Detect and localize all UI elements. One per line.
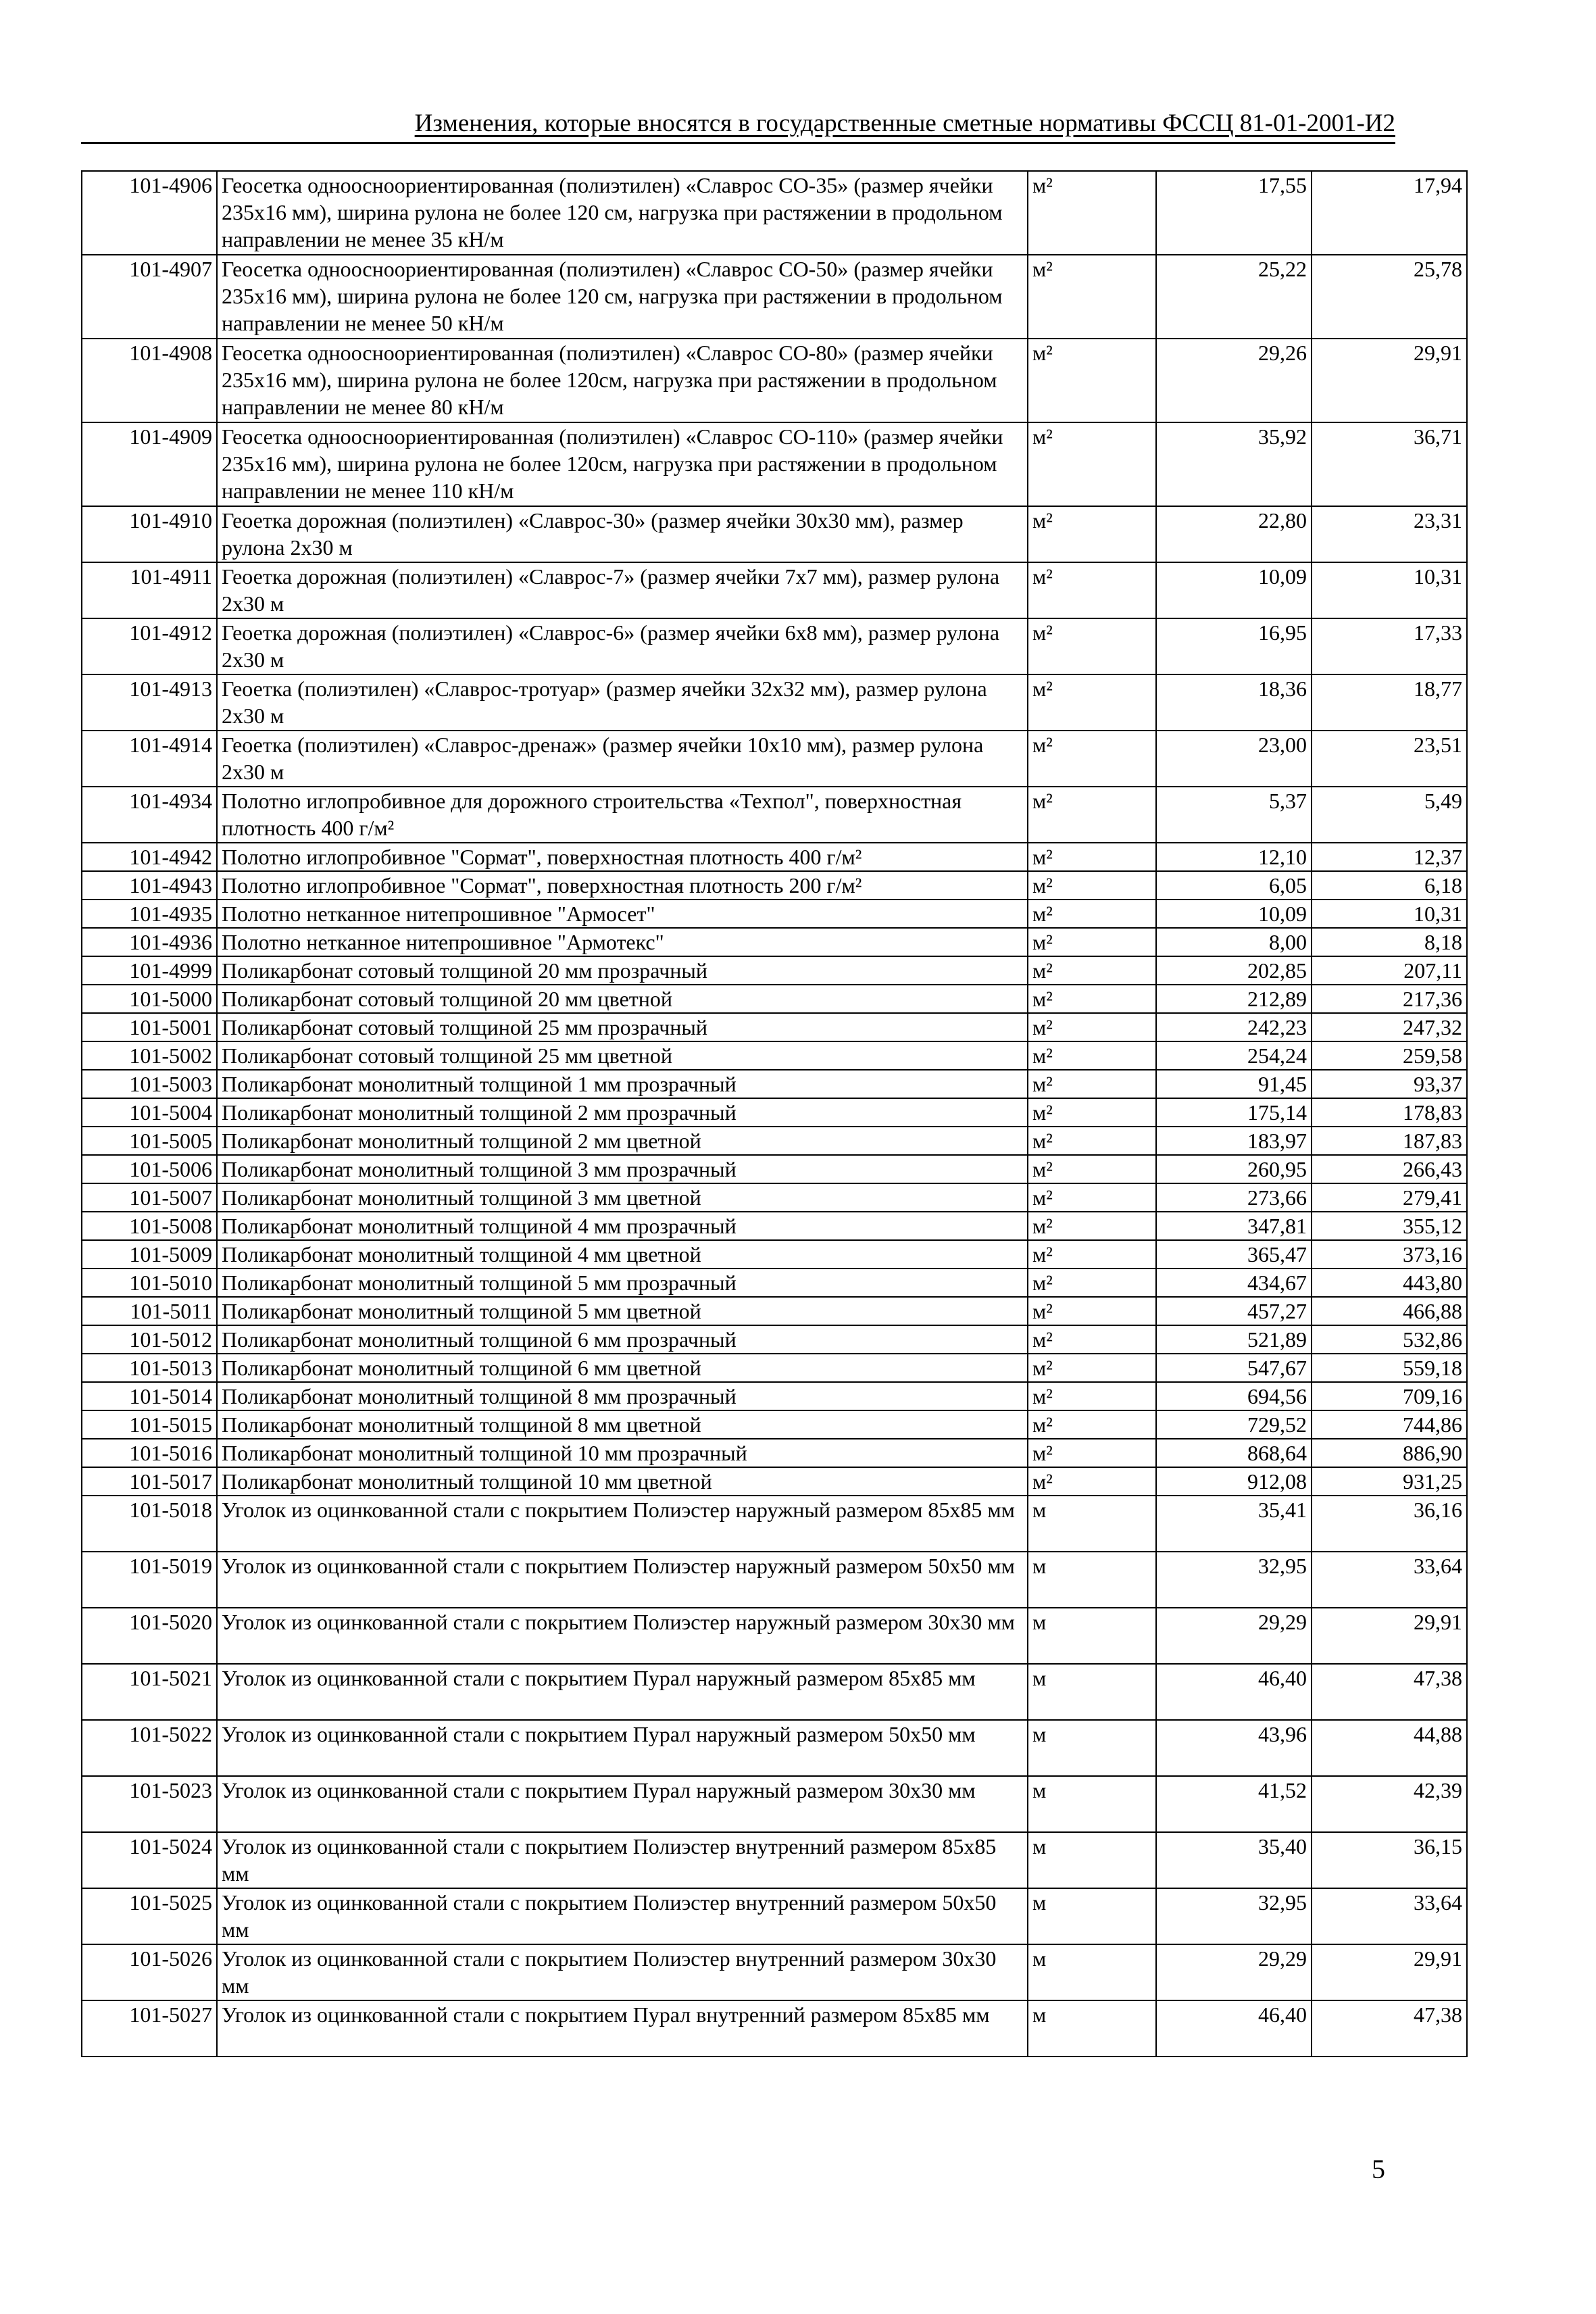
unit-of-measure: м² bbox=[1028, 1183, 1156, 1212]
price-value-1: 32,95 bbox=[1156, 1888, 1312, 1944]
unit-of-measure: м bbox=[1028, 1496, 1156, 1552]
resource-code: 101-5004 bbox=[82, 1098, 217, 1127]
price-value-1: 729,52 bbox=[1156, 1410, 1312, 1439]
price-value-2: 10,31 bbox=[1312, 900, 1467, 928]
price-value-1: 694,56 bbox=[1156, 1382, 1312, 1410]
resource-code: 101-5000 bbox=[82, 985, 217, 1013]
resource-description: Уголок из оцинкованной стали с покрытием Пурал наружный размером 85х85 мм bbox=[217, 1664, 1028, 1720]
price-value-1: 212,89 bbox=[1156, 985, 1312, 1013]
unit-of-measure: м² bbox=[1028, 1297, 1156, 1325]
table-row bbox=[82, 1467, 1467, 1496]
unit-of-measure: м² bbox=[1028, 928, 1156, 956]
unit-of-measure: м² bbox=[1028, 956, 1156, 985]
resource-code: 101-5020 bbox=[82, 1608, 217, 1664]
table-row bbox=[82, 956, 1467, 985]
resource-description: Поликарбонат монолитный толщиной 5 мм цветной bbox=[217, 1297, 1028, 1325]
unit-of-measure: м² bbox=[1028, 900, 1156, 928]
price-value-1: 175,14 bbox=[1156, 1098, 1312, 1127]
price-table-body bbox=[82, 171, 1467, 2057]
table-row bbox=[82, 1552, 1467, 1608]
table-row bbox=[82, 1240, 1467, 1269]
resource-code: 101-4999 bbox=[82, 956, 217, 985]
table-row bbox=[82, 562, 1467, 618]
unit-of-measure: м bbox=[1028, 1664, 1156, 1720]
unit-of-measure: м² bbox=[1028, 843, 1156, 871]
price-value-2: 36,71 bbox=[1312, 422, 1467, 506]
price-value-2: 559,18 bbox=[1312, 1354, 1467, 1382]
document-header: Изменения, которые вносятся в государственные сметные нормативы ФССЦ 81-01-2001-И2 bbox=[81, 108, 1395, 144]
price-value-1: 41,52 bbox=[1156, 1776, 1312, 1832]
unit-of-measure: м² bbox=[1028, 1127, 1156, 1155]
price-value-2: 217,36 bbox=[1312, 985, 1467, 1013]
unit-of-measure: м² bbox=[1028, 871, 1156, 900]
unit-of-measure: м² bbox=[1028, 787, 1156, 843]
price-value-1: 273,66 bbox=[1156, 1183, 1312, 1212]
unit-of-measure: м² bbox=[1028, 339, 1156, 422]
price-value-1: 35,92 bbox=[1156, 422, 1312, 506]
resource-code: 101-5023 bbox=[82, 1776, 217, 1832]
price-table bbox=[81, 170, 1468, 2057]
price-value-2: 23,31 bbox=[1312, 506, 1467, 562]
table-row bbox=[82, 1183, 1467, 1212]
table-row bbox=[82, 1664, 1467, 1720]
table-row bbox=[82, 506, 1467, 562]
price-value-2: 29,91 bbox=[1312, 1608, 1467, 1664]
resource-description: Поликарбонат монолитный толщиной 8 мм цветной bbox=[217, 1410, 1028, 1439]
price-value-2: 10,31 bbox=[1312, 562, 1467, 618]
unit-of-measure: м² bbox=[1028, 618, 1156, 674]
resource-description: Уголок из оцинкованной стали с покрытием Полиэстер наружный размером 85х85 мм bbox=[217, 1496, 1028, 1552]
table-row bbox=[82, 1608, 1467, 1664]
price-value-2: 18,77 bbox=[1312, 674, 1467, 731]
price-value-1: 35,41 bbox=[1156, 1496, 1312, 1552]
resource-description: Поликарбонат сотовый толщиной 25 мм прозрачный bbox=[217, 1013, 1028, 1041]
resource-code: 101-5026 bbox=[82, 1944, 217, 2000]
resource-code: 101-5016 bbox=[82, 1439, 217, 1467]
resource-description: Уголок из оцинкованной стали с покрытием Пурал внутренний размером 85х85 мм bbox=[217, 2000, 1028, 2057]
table-row bbox=[82, 422, 1467, 506]
table-row bbox=[82, 339, 1467, 422]
table-row bbox=[82, 1269, 1467, 1297]
unit-of-measure: м² bbox=[1028, 1240, 1156, 1269]
resource-description: Поликарбонат монолитный толщиной 6 мм прозрачный bbox=[217, 1325, 1028, 1354]
table-row bbox=[82, 255, 1467, 339]
price-value-2: 187,83 bbox=[1312, 1127, 1467, 1155]
table-row bbox=[82, 1776, 1467, 1832]
resource-code: 101-4935 bbox=[82, 900, 217, 928]
resource-code: 101-5022 bbox=[82, 1720, 217, 1776]
resource-description: Полотно иглопробивное для дорожного строительства «Техпол", поверхностная плотность 400 г/м² bbox=[217, 787, 1028, 843]
price-value-2: 42,39 bbox=[1312, 1776, 1467, 1832]
resource-code: 101-5015 bbox=[82, 1410, 217, 1439]
resource-description: Поликарбонат монолитный толщиной 3 мм прозрачный bbox=[217, 1155, 1028, 1183]
resource-code: 101-5008 bbox=[82, 1212, 217, 1240]
resource-code: 101-4907 bbox=[82, 255, 217, 339]
price-value-2: 12,37 bbox=[1312, 843, 1467, 871]
unit-of-measure: м² bbox=[1028, 1410, 1156, 1439]
resource-description: Геосетка одноосноориентированная (полиэтилен) «Славрос СО-80» (размер ячейки 235х16 мм), ширина рулона не более 120см, нагрузка при растяжении в продольном направлении не менее 80 кН/м bbox=[217, 339, 1028, 422]
resource-code: 101-5001 bbox=[82, 1013, 217, 1041]
table-row bbox=[82, 1041, 1467, 1070]
table-row bbox=[82, 171, 1467, 255]
price-value-2: 744,86 bbox=[1312, 1410, 1467, 1439]
price-value-2: 36,15 bbox=[1312, 1832, 1467, 1888]
table-row bbox=[82, 1127, 1467, 1155]
price-value-2: 23,51 bbox=[1312, 731, 1467, 787]
resource-code: 101-5017 bbox=[82, 1467, 217, 1496]
resource-code: 101-4909 bbox=[82, 422, 217, 506]
resource-description: Поликарбонат монолитный толщиной 3 мм цветной bbox=[217, 1183, 1028, 1212]
price-value-1: 46,40 bbox=[1156, 1664, 1312, 1720]
price-value-2: 29,91 bbox=[1312, 339, 1467, 422]
resource-description: Уголок из оцинкованной стали с покрытием Полиэстер внутренний размером 30х30 мм bbox=[217, 1944, 1028, 2000]
price-value-2: 44,88 bbox=[1312, 1720, 1467, 1776]
table-row bbox=[82, 787, 1467, 843]
unit-of-measure: м² bbox=[1028, 1155, 1156, 1183]
resource-description: Поликарбонат монолитный толщиной 6 мм цветной bbox=[217, 1354, 1028, 1382]
price-value-1: 10,09 bbox=[1156, 900, 1312, 928]
price-value-2: 373,16 bbox=[1312, 1240, 1467, 1269]
unit-of-measure: м bbox=[1028, 1888, 1156, 1944]
price-value-2: 36,16 bbox=[1312, 1496, 1467, 1552]
unit-of-measure: м² bbox=[1028, 1325, 1156, 1354]
resource-description: Геоетка дорожная (полиэтилен) «Славрос-6» (размер ячейки 6х8 мм), размер рулона 2х30 м bbox=[217, 618, 1028, 674]
price-value-1: 10,09 bbox=[1156, 562, 1312, 618]
table-row bbox=[82, 1496, 1467, 1552]
table-row bbox=[82, 618, 1467, 674]
price-value-2: 93,37 bbox=[1312, 1070, 1467, 1098]
price-value-2: 33,64 bbox=[1312, 1552, 1467, 1608]
price-value-1: 5,37 bbox=[1156, 787, 1312, 843]
table-row bbox=[82, 900, 1467, 928]
table-row bbox=[82, 1098, 1467, 1127]
unit-of-measure: м² bbox=[1028, 1269, 1156, 1297]
resource-description: Геосетка одноосноориентированная (полиэтилен) «Славрос СО-110» (размер ячейки 235х16 мм), ширина рулона не более 120см, нагрузка при растяжении в продольном направлении не менее 110 кН/м bbox=[217, 422, 1028, 506]
resource-description: Уголок из оцинкованной стали с покрытием Полиэстер внутренний размером 85х85 мм bbox=[217, 1832, 1028, 1888]
resource-description: Поликарбонат монолитный толщиной 4 мм цветной bbox=[217, 1240, 1028, 1269]
price-value-1: 22,80 bbox=[1156, 506, 1312, 562]
resource-description: Уголок из оцинкованной стали с покрытием Пурал наружный размером 30х30 мм bbox=[217, 1776, 1028, 1832]
unit-of-measure: м² bbox=[1028, 731, 1156, 787]
price-value-2: 709,16 bbox=[1312, 1382, 1467, 1410]
resource-code: 101-5021 bbox=[82, 1664, 217, 1720]
table-row bbox=[82, 2000, 1467, 2057]
resource-code: 101-4936 bbox=[82, 928, 217, 956]
price-value-2: 17,94 bbox=[1312, 171, 1467, 255]
resource-description: Поликарбонат монолитный толщиной 4 мм прозрачный bbox=[217, 1212, 1028, 1240]
price-value-2: 33,64 bbox=[1312, 1888, 1467, 1944]
unit-of-measure: м² bbox=[1028, 422, 1156, 506]
table-row bbox=[82, 871, 1467, 900]
resource-code: 101-5002 bbox=[82, 1041, 217, 1070]
table-row bbox=[82, 1325, 1467, 1354]
price-value-1: 43,96 bbox=[1156, 1720, 1312, 1776]
price-value-1: 91,45 bbox=[1156, 1070, 1312, 1098]
unit-of-measure: м bbox=[1028, 1552, 1156, 1608]
table-row bbox=[82, 1155, 1467, 1183]
resource-code: 101-4934 bbox=[82, 787, 217, 843]
unit-of-measure: м² bbox=[1028, 1212, 1156, 1240]
price-value-1: 46,40 bbox=[1156, 2000, 1312, 2057]
table-row bbox=[82, 1354, 1467, 1382]
table-row bbox=[82, 843, 1467, 871]
price-value-1: 17,55 bbox=[1156, 171, 1312, 255]
price-value-2: 279,41 bbox=[1312, 1183, 1467, 1212]
unit-of-measure: м bbox=[1028, 2000, 1156, 2057]
unit-of-measure: м bbox=[1028, 1944, 1156, 2000]
price-value-2: 532,86 bbox=[1312, 1325, 1467, 1354]
resource-description: Поликарбонат монолитный толщиной 2 мм прозрачный bbox=[217, 1098, 1028, 1127]
price-value-1: 347,81 bbox=[1156, 1212, 1312, 1240]
resource-description: Полотно иглопробивное "Сормат", поверхностная плотность 200 г/м² bbox=[217, 871, 1028, 900]
resource-code: 101-4913 bbox=[82, 674, 217, 731]
price-value-1: 35,40 bbox=[1156, 1832, 1312, 1888]
price-value-2: 8,18 bbox=[1312, 928, 1467, 956]
price-value-1: 32,95 bbox=[1156, 1552, 1312, 1608]
resource-description: Геосетка одноосноориентированная (полиэтилен) «Славрос СО-50» (размер ячейки 235х16 мм), ширина рулона не более 120 см, нагрузка при растяжении в продольном направлении не менее 50 кН/м bbox=[217, 255, 1028, 339]
resource-code: 101-5005 bbox=[82, 1127, 217, 1155]
price-value-2: 17,33 bbox=[1312, 618, 1467, 674]
resource-description: Геоетка дорожная (полиэтилен) «Славрос-7» (размер ячейки 7х7 мм), размер рулона 2х30 м bbox=[217, 562, 1028, 618]
unit-of-measure: м bbox=[1028, 1720, 1156, 1776]
resource-code: 101-5025 bbox=[82, 1888, 217, 1944]
table-row bbox=[82, 731, 1467, 787]
table-row bbox=[82, 928, 1467, 956]
table-row bbox=[82, 1832, 1467, 1888]
resource-description: Уголок из оцинкованной стали с покрытием Пурал наружный размером 50х50 мм bbox=[217, 1720, 1028, 1776]
table-row bbox=[82, 1888, 1467, 1944]
price-value-2: 443,80 bbox=[1312, 1269, 1467, 1297]
resource-description: Геоетка (полиэтилен) «Славрос-тротуар» (размер ячейки 32х32 мм), размер рулона 2х30 м bbox=[217, 674, 1028, 731]
price-value-1: 547,67 bbox=[1156, 1354, 1312, 1382]
price-value-2: 6,18 bbox=[1312, 871, 1467, 900]
resource-description: Поликарбонат монолитный толщиной 10 мм прозрачный bbox=[217, 1439, 1028, 1467]
resource-code: 101-5011 bbox=[82, 1297, 217, 1325]
price-value-1: 202,85 bbox=[1156, 956, 1312, 985]
resource-code: 101-5019 bbox=[82, 1552, 217, 1608]
price-value-2: 47,38 bbox=[1312, 1664, 1467, 1720]
table-row bbox=[82, 1212, 1467, 1240]
resource-description: Полотно нетканное нитепрошивное "Армосет" bbox=[217, 900, 1028, 928]
price-value-2: 178,83 bbox=[1312, 1098, 1467, 1127]
resource-code: 101-5012 bbox=[82, 1325, 217, 1354]
resource-description: Геоетка (полиэтилен) «Славрос-дренаж» (размер ячейки 10х10 мм), размер рулона 2х30 м bbox=[217, 731, 1028, 787]
resource-description: Поликарбонат монолитный толщиной 10 мм цветной bbox=[217, 1467, 1028, 1496]
price-value-1: 260,95 bbox=[1156, 1155, 1312, 1183]
unit-of-measure: м² bbox=[1028, 171, 1156, 255]
unit-of-measure: м² bbox=[1028, 1041, 1156, 1070]
resource-code: 101-5003 bbox=[82, 1070, 217, 1098]
resource-description: Уголок из оцинкованной стали с покрытием Полиэстер наружный размером 30х30 мм bbox=[217, 1608, 1028, 1664]
unit-of-measure: м² bbox=[1028, 1070, 1156, 1098]
resource-code: 101-5014 bbox=[82, 1382, 217, 1410]
price-value-2: 5,49 bbox=[1312, 787, 1467, 843]
resource-code: 101-5024 bbox=[82, 1832, 217, 1888]
price-value-1: 254,24 bbox=[1156, 1041, 1312, 1070]
unit-of-measure: м² bbox=[1028, 674, 1156, 731]
price-value-1: 29,29 bbox=[1156, 1944, 1312, 2000]
resource-description: Поликарбонат монолитный толщиной 1 мм прозрачный bbox=[217, 1070, 1028, 1098]
unit-of-measure: м bbox=[1028, 1608, 1156, 1664]
resource-code: 101-5009 bbox=[82, 1240, 217, 1269]
unit-of-measure: м² bbox=[1028, 506, 1156, 562]
table-row bbox=[82, 674, 1467, 731]
table-row bbox=[82, 1720, 1467, 1776]
resource-description: Полотно нетканное нитепрошивное "Армотекс" bbox=[217, 928, 1028, 956]
price-value-2: 29,91 bbox=[1312, 1944, 1467, 2000]
table-row bbox=[82, 1013, 1467, 1041]
resource-description: Поликарбонат монолитный толщиной 2 мм цветной bbox=[217, 1127, 1028, 1155]
resource-code: 101-4942 bbox=[82, 843, 217, 871]
unit-of-measure: м bbox=[1028, 1832, 1156, 1888]
price-value-2: 259,58 bbox=[1312, 1041, 1467, 1070]
price-value-1: 25,22 bbox=[1156, 255, 1312, 339]
table-row bbox=[82, 1297, 1467, 1325]
resource-code: 101-5018 bbox=[82, 1496, 217, 1552]
resource-description: Геосетка одноосноориентированная (полиэтилен) «Славрос СО-35» (размер ячейки 235х16 мм), ширина рулона не более 120 см, нагрузка при растяжении в продольном направлении не менее 35 кН/м bbox=[217, 171, 1028, 255]
resource-description: Поликарбонат монолитный толщиной 5 мм прозрачный bbox=[217, 1269, 1028, 1297]
price-value-2: 355,12 bbox=[1312, 1212, 1467, 1240]
price-value-1: 18,36 bbox=[1156, 674, 1312, 731]
resource-code: 101-4943 bbox=[82, 871, 217, 900]
price-value-1: 521,89 bbox=[1156, 1325, 1312, 1354]
unit-of-measure: м² bbox=[1028, 1013, 1156, 1041]
unit-of-measure: м bbox=[1028, 1776, 1156, 1832]
price-value-2: 466,88 bbox=[1312, 1297, 1467, 1325]
resource-code: 101-5010 bbox=[82, 1269, 217, 1297]
price-value-1: 457,27 bbox=[1156, 1297, 1312, 1325]
price-value-1: 12,10 bbox=[1156, 843, 1312, 871]
resource-description: Поликарбонат монолитный толщиной 8 мм прозрачный bbox=[217, 1382, 1028, 1410]
table-row bbox=[82, 985, 1467, 1013]
resource-description: Полотно иглопробивное "Сормат", поверхностная плотность 400 г/м² bbox=[217, 843, 1028, 871]
price-value-1: 8,00 bbox=[1156, 928, 1312, 956]
price-value-2: 886,90 bbox=[1312, 1439, 1467, 1467]
table-row bbox=[82, 1410, 1467, 1439]
resource-description: Поликарбонат сотовый толщиной 25 мм цветной bbox=[217, 1041, 1028, 1070]
table-row bbox=[82, 1070, 1467, 1098]
table-row bbox=[82, 1382, 1467, 1410]
price-value-1: 434,67 bbox=[1156, 1269, 1312, 1297]
price-value-1: 183,97 bbox=[1156, 1127, 1312, 1155]
price-value-1: 242,23 bbox=[1156, 1013, 1312, 1041]
price-value-2: 266,43 bbox=[1312, 1155, 1467, 1183]
price-value-1: 29,26 bbox=[1156, 339, 1312, 422]
price-value-2: 207,11 bbox=[1312, 956, 1467, 985]
resource-code: 101-5006 bbox=[82, 1155, 217, 1183]
unit-of-measure: м² bbox=[1028, 562, 1156, 618]
unit-of-measure: м² bbox=[1028, 985, 1156, 1013]
resource-description: Уголок из оцинкованной стали с покрытием Полиэстер наружный размером 50х50 мм bbox=[217, 1552, 1028, 1608]
resource-code: 101-5007 bbox=[82, 1183, 217, 1212]
price-value-1: 912,08 bbox=[1156, 1467, 1312, 1496]
price-value-1: 23,00 bbox=[1156, 731, 1312, 787]
resource-description: Поликарбонат сотовый толщиной 20 мм прозрачный bbox=[217, 956, 1028, 985]
price-value-1: 16,95 bbox=[1156, 618, 1312, 674]
price-value-2: 247,32 bbox=[1312, 1013, 1467, 1041]
resource-description: Геоетка дорожная (полиэтилен) «Славрос-30» (размер ячейки 30х30 мм), размер рулона 2х30 м bbox=[217, 506, 1028, 562]
unit-of-measure: м² bbox=[1028, 1098, 1156, 1127]
price-value-2: 25,78 bbox=[1312, 255, 1467, 339]
price-value-2: 931,25 bbox=[1312, 1467, 1467, 1496]
resource-description: Уголок из оцинкованной стали с покрытием Полиэстер внутренний размером 50х50 мм bbox=[217, 1888, 1028, 1944]
price-value-1: 29,29 bbox=[1156, 1608, 1312, 1664]
resource-code: 101-5013 bbox=[82, 1354, 217, 1382]
unit-of-measure: м² bbox=[1028, 1354, 1156, 1382]
price-value-1: 868,64 bbox=[1156, 1439, 1312, 1467]
unit-of-measure: м² bbox=[1028, 1467, 1156, 1496]
table-row bbox=[82, 1439, 1467, 1467]
price-value-1: 365,47 bbox=[1156, 1240, 1312, 1269]
price-value-2: 47,38 bbox=[1312, 2000, 1467, 2057]
resource-code: 101-4911 bbox=[82, 562, 217, 618]
resource-description: Поликарбонат сотовый толщиной 20 мм цветной bbox=[217, 985, 1028, 1013]
unit-of-measure: м² bbox=[1028, 1439, 1156, 1467]
resource-code: 101-4910 bbox=[82, 506, 217, 562]
unit-of-measure: м² bbox=[1028, 255, 1156, 339]
resource-code: 101-4912 bbox=[82, 618, 217, 674]
resource-code: 101-5027 bbox=[82, 2000, 217, 2057]
unit-of-measure: м² bbox=[1028, 1382, 1156, 1410]
page-number: 5 bbox=[1372, 2154, 1385, 2184]
resource-code: 101-4908 bbox=[82, 339, 217, 422]
table-row bbox=[82, 1944, 1467, 2000]
resource-code: 101-4906 bbox=[82, 171, 217, 255]
resource-code: 101-4914 bbox=[82, 731, 217, 787]
price-value-1: 6,05 bbox=[1156, 871, 1312, 900]
